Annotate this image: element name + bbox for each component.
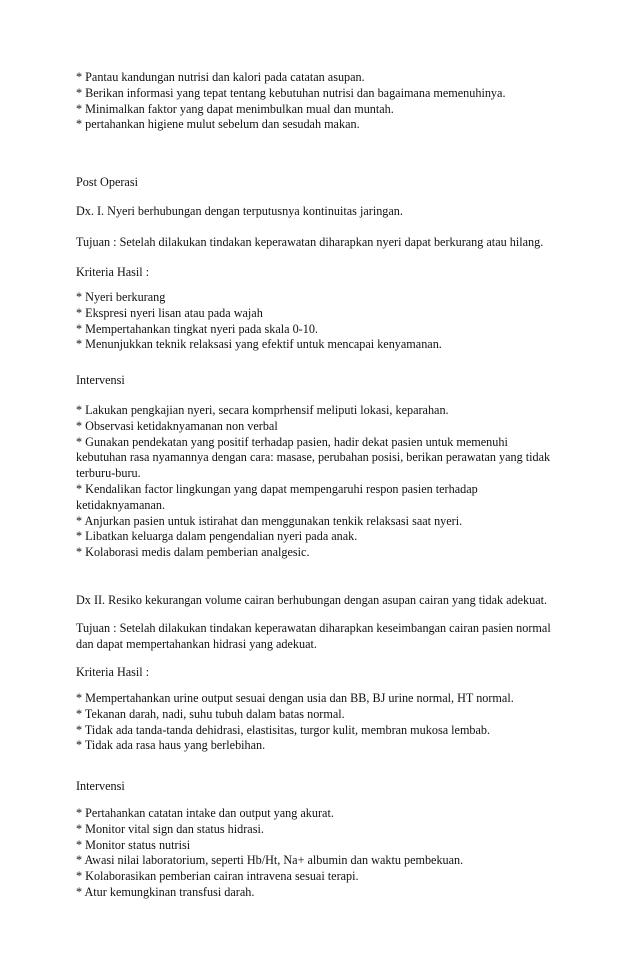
list-item: * Tidak ada tanda-tanda dehidrasi, elastisitas, turgor kulit, membran mukosa lembab. — [76, 722, 491, 737]
list-item: * Atur kemungkinan transfusi darah. — [76, 884, 255, 899]
list-item: * Anjurkan pasien untuk istirahat dan menggunakan tenkik relaksasi saat nyeri. — [76, 513, 463, 528]
list-item: kebutuhan rasa nyamannya dengan cara: masase, perubahan posisi, berikan perawatan yang tidak — [76, 450, 551, 465]
intervensi-heading: Intervensi — [76, 373, 125, 387]
dx1-kriteria-list — [76, 290, 576, 353]
dx1-tujuan — [76, 235, 576, 251]
section-heading: Post Operasi — [76, 175, 138, 189]
intro-list — [76, 70, 576, 133]
list-item: * Kolaborasi medis dalam pemberian analgesic. — [76, 545, 310, 560]
list-item: terburu-buru. — [76, 466, 141, 481]
list-item: * Menunjukkan teknik relaksasi yang efektif untuk mencapai kenyamanan. — [76, 337, 442, 352]
list-item: * Berikan informasi yang tepat tentang kebutuhan nutrisi dan bagaimana memenuhinya. — [76, 85, 506, 100]
section-heading-post-operasi — [76, 175, 576, 191]
list-item: * Lakukan pengkajian nyeri, secara komprhensif meliputi lokasi, keparahan. — [76, 403, 449, 417]
list-item: * Minimalkan faktor yang dapat menimbulkan mual dan muntah. — [76, 101, 394, 116]
list-item: * Mempertahankan tingkat nyeri pada skala 0-10. — [76, 321, 318, 336]
diagnosis-text: Dx. I. Nyeri berhubungan dengan terputusnya kontinuitas jaringan. — [76, 204, 403, 218]
list-item: * Monitor vital sign dan status hidrasi. — [76, 821, 264, 836]
list-item: * Mempertahankan urine output sesuai dengan usia dan BB, BJ urine normal, HT normal. — [76, 691, 514, 705]
list-item: * Ekspresi nyeri lisan atau pada wajah — [76, 305, 263, 320]
kriteria-heading: Kriteria Hasil : — [76, 265, 150, 279]
list-item: * pertahankan higiene mulut sebelum dan sesudah makan. — [76, 117, 360, 132]
list-item: * Tekanan darah, nadi, suhu tubuh dalam batas normal. — [76, 706, 345, 721]
list-item: * Tidak ada rasa haus yang berlebihan. — [76, 738, 266, 753]
list-item: * Observasi ketidaknyamanan non verbal — [76, 418, 278, 433]
dx1-kriteria-heading — [76, 265, 576, 281]
dx2-kriteria-list — [76, 691, 576, 754]
diagnosis-text: Dx II. Resiko kekurangan volume cairan berhubungan dengan asupan cairan yang tidak adekuat. — [76, 593, 548, 607]
list-item: * Monitor status nutrisi — [76, 837, 191, 852]
tujuan-text: Tujuan : Setelah dilakukan tindakan keperawatan diharapkan nyeri dapat berkurang atau hilang. — [76, 235, 544, 249]
dx2-tujuan — [76, 621, 576, 653]
intervensi-heading: Intervensi — [76, 779, 125, 793]
dx2-intervensi-heading — [76, 779, 576, 795]
tujuan-text: Tujuan : Setelah dilakukan tindakan keperawatan diharapkan keseimbangan cairan pasien normal — [76, 621, 551, 635]
list-item: ketidaknyamanan. — [76, 497, 166, 512]
dx1-diagnosis — [76, 204, 576, 220]
list-item: * Awasi nilai laboratorium, seperti Hb/Ht, Na+ albumin dan waktu pembekuan. — [76, 853, 464, 868]
list-item: * Kendalikan factor lingkungan yang dapat mempengaruhi respon pasien terhadap — [76, 481, 478, 496]
tujuan-text: dan dapat mempertahankan hidrasi yang adekuat. — [76, 636, 317, 651]
dx1-intervensi-list — [76, 403, 576, 561]
dx2-diagnosis — [76, 593, 576, 609]
dx2-intervensi-list — [76, 806, 576, 901]
list-item: * Nyeri berkurang — [76, 290, 166, 304]
kriteria-heading: Kriteria Hasil : — [76, 665, 150, 679]
list-item: * Pantau kandungan nutrisi dan kalori pada catatan asupan. — [76, 70, 365, 84]
list-item: * Libatkan keluarga dalam pengendalian nyeri pada anak. — [76, 529, 358, 544]
dx2-kriteria-heading — [76, 665, 576, 681]
dx1-intervensi-heading — [76, 373, 576, 389]
list-item: * Pertahankan catatan intake dan output yang akurat. — [76, 806, 334, 820]
list-item: * Kolaborasikan pemberian cairan intravena sesuai terapi. — [76, 869, 359, 884]
list-item: * Gunakan pendekatan yang positif terhadap pasien, hadir dekat pasien untuk memenuhi — [76, 434, 508, 449]
